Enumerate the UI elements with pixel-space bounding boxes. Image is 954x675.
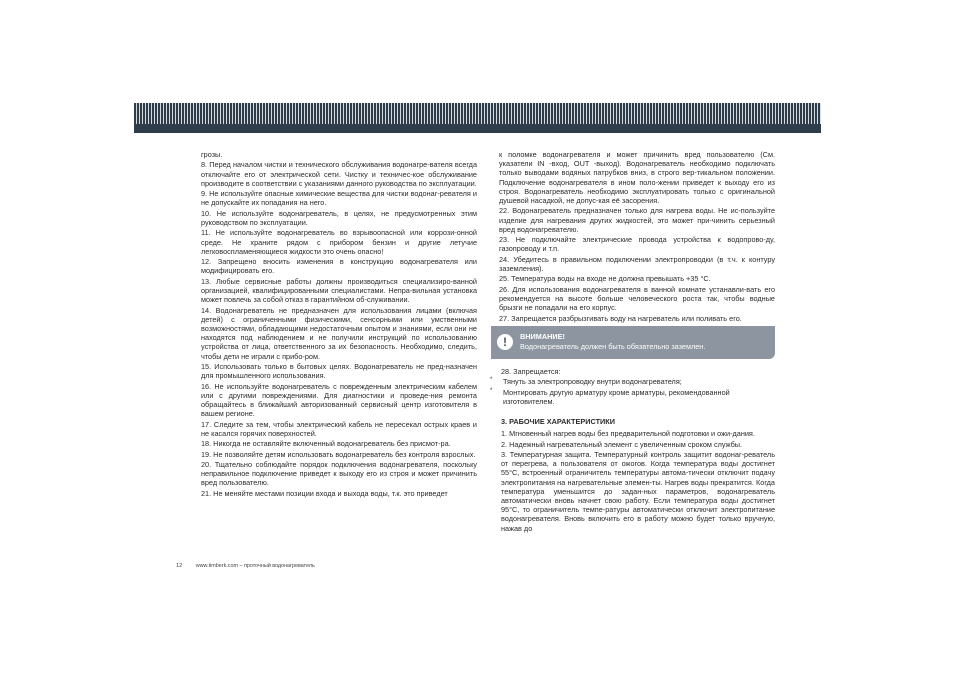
warning-title: ВНИМАНИЕ! <box>520 331 565 341</box>
paragraph: 11. Не используйте водонагреватель во взрывоопасной или коррози-онной среде. Не храните рядом с прибором бензин и другие летучие легковоспламеняющиеся жидкости это очень опасно! <box>201 228 477 256</box>
paragraph: 1. Мгновенный нагрев воды без предварительной подготовки и ожи-дания. <box>501 429 755 439</box>
paragraph: 22. Водонагреватель предназначен только для нагрева воды. Не ис-пользуйте изделие для нагревания других жидкостей, это может при-чинить серьезный вред водонагревателю. <box>499 206 775 234</box>
footer-text: www.timberk.com – проточный водонагреватель <box>195 563 315 569</box>
paragraph: 14. Водонагреватель не предназначен для использования лицами (включая детей) с ограниченными физическими, сенсорными или умственными возможностями, обладающими недостаточным опытом и знаниями, если они не находятся под наблюдением и не получили инструкций по использованию устройства от лица, ответственного за их безопасность. Необходимо, следить, чтобы дети не играли с прибо-ром. <box>201 305 477 361</box>
paragraph: 21. Не меняйте местами позиции входа и выхода воды, т.к. это приведет <box>201 488 448 498</box>
bullet-star-icon: * <box>490 377 493 384</box>
list-item <box>490 377 775 387</box>
paragraph: 20. Тщательно соблюдайте порядок подключения водонагревателя, поскольку неправильное подключение приведет к выходу его из строя и может причинить вред пользователю. <box>201 459 477 488</box>
bullet-star-icon: * <box>490 387 493 394</box>
list-item <box>490 387 775 406</box>
prohibited-lead: 28. Запрещается: <box>501 366 561 376</box>
paragraph: 15. Использовать только в бытовых целях. Водонагреватель не пред-назначен для промышленного использования. <box>201 361 477 381</box>
left-text-column <box>201 150 477 499</box>
paragraph: 16. Не используйте водонагреватель с поврежденным электрическим кабелем или с другими повреждениями. Для диагностики и проведе-ния ремонта обращайтесь в ближайший авторизованный сервисный центр изготовителя в вашем регионе. <box>201 381 477 419</box>
paragraph: 13. Любые сервисные работы должны производиться специализиро-ванной организацией, квалифицированными специалистами. Непра-вильная установка может повлечь за собой отказ в гарантийном об-служивании. <box>201 276 477 305</box>
paragraph: грозы. <box>201 150 223 159</box>
paragraph: 2. Надежный нагревательный элемент с увеличенным сроком службы. <box>501 439 743 449</box>
paragraph: 26. Для использования водонагревателя в ванной комнате устанавли-вать его рекомендуется на высоте больше человеческого роста так, чтобы водные брызги не попадали на его корпус. <box>499 284 775 313</box>
paragraph: 8. Перед началом чистки и технического обслуживания водонагре-вателя всегда отключайте его от электрической сети. Чистку и техничес-кое обслуживание производите в соответствии с указаниями данного руководства по эксплуатации. <box>201 160 477 188</box>
paragraph: 24. Убедитесь в правильном подключении электропроводки (в т.ч. к контуру заземления). <box>499 254 775 273</box>
section-heading: 3. РАБОЧИЕ ХАРАКТЕРИСТИКИ <box>501 416 615 426</box>
paragraph: 9. Не используйте опасные химические вещества для чистки водонаг-ревателя и не допускайте их попадания на него. <box>201 189 477 208</box>
paragraph: 3. Температурная защита. Температурный контроль защитит водонаг-реватель от перегрева, а пользователя от ожогов. Когда температура воды достигнет 55°С, встроенный ограничитель температуры автома-тически отключит подачу электропитания на нагревательные элемен-ты. Нагрев воды прекратится. Когда температура уменьшится до задан-ных параметров, водонагреватель автоматически вновь начнет свою работу. Если температура воды достигнет 95°С, то ограничитель темпе-ратуры автоматически отключит электропитание водонагревателя. Вновь включить его в работу можно будет только вручную, нажав до <box>501 449 775 533</box>
warning-box <box>491 326 775 359</box>
list-item-text: Тянуть за электропроводку внутри водонагревателя; <box>503 377 682 387</box>
paragraph: 23. Не подключайте электрические провода устройства к водопрово-ду, газопроводу и т.п. <box>499 235 775 254</box>
paragraph: 18. Никогда не оставляйте включенный водонагреватель без присмот-ра. <box>201 439 451 449</box>
paragraph: 10. Не используйте водонагреватель, в целях, не предусмотренных этим руководством по эксплуатации. <box>201 208 477 227</box>
paragraph: 25. Температура воды на входе не должна превышать +35 °C. <box>499 274 711 284</box>
paragraph: к поломке водонагревателя и может причинить вред пользователю (См. указатели IN -вход, OUT -выход). Водонагреватель необходимо подключать только выводами водяных патрубков вниз, в строго вер-тикальном положении. Подключение водонагревателя в ином поло-жении приведет к выходу его из строя. Водонагреватель необходимо эксплуатировать только с оригинальной душевой насадкой, не допус-кая её засорения. <box>499 150 775 206</box>
page-footer <box>176 563 315 569</box>
exclamation-icon: ! <box>497 334 513 350</box>
paragraph: 27. Запрещается разбрызгивать воду на нагреватель или поливать его. <box>499 313 742 323</box>
right-text-column <box>490 150 775 534</box>
header-stripe-band <box>134 103 821 133</box>
paragraph: 17. Следите за тем, чтобы электрический кабель не пересекал острых краев и не касался горячих поверхностей. <box>201 419 477 438</box>
list-item-text: Монтировать другую арматуру кроме арматуры, рекомендованной изготовителем. <box>503 387 730 406</box>
page-number: 12 <box>176 563 183 569</box>
paragraph: 19. Не позволяйте детям использовать водонагреватель без контроля взрослых. <box>201 449 476 459</box>
warning-text: Водонагреватель должен быть обязательно заземлен. <box>520 341 706 351</box>
paragraph: 12. Запрещено вносить изменения в конструкцию водонагревателя или модифицировать его. <box>201 257 477 276</box>
